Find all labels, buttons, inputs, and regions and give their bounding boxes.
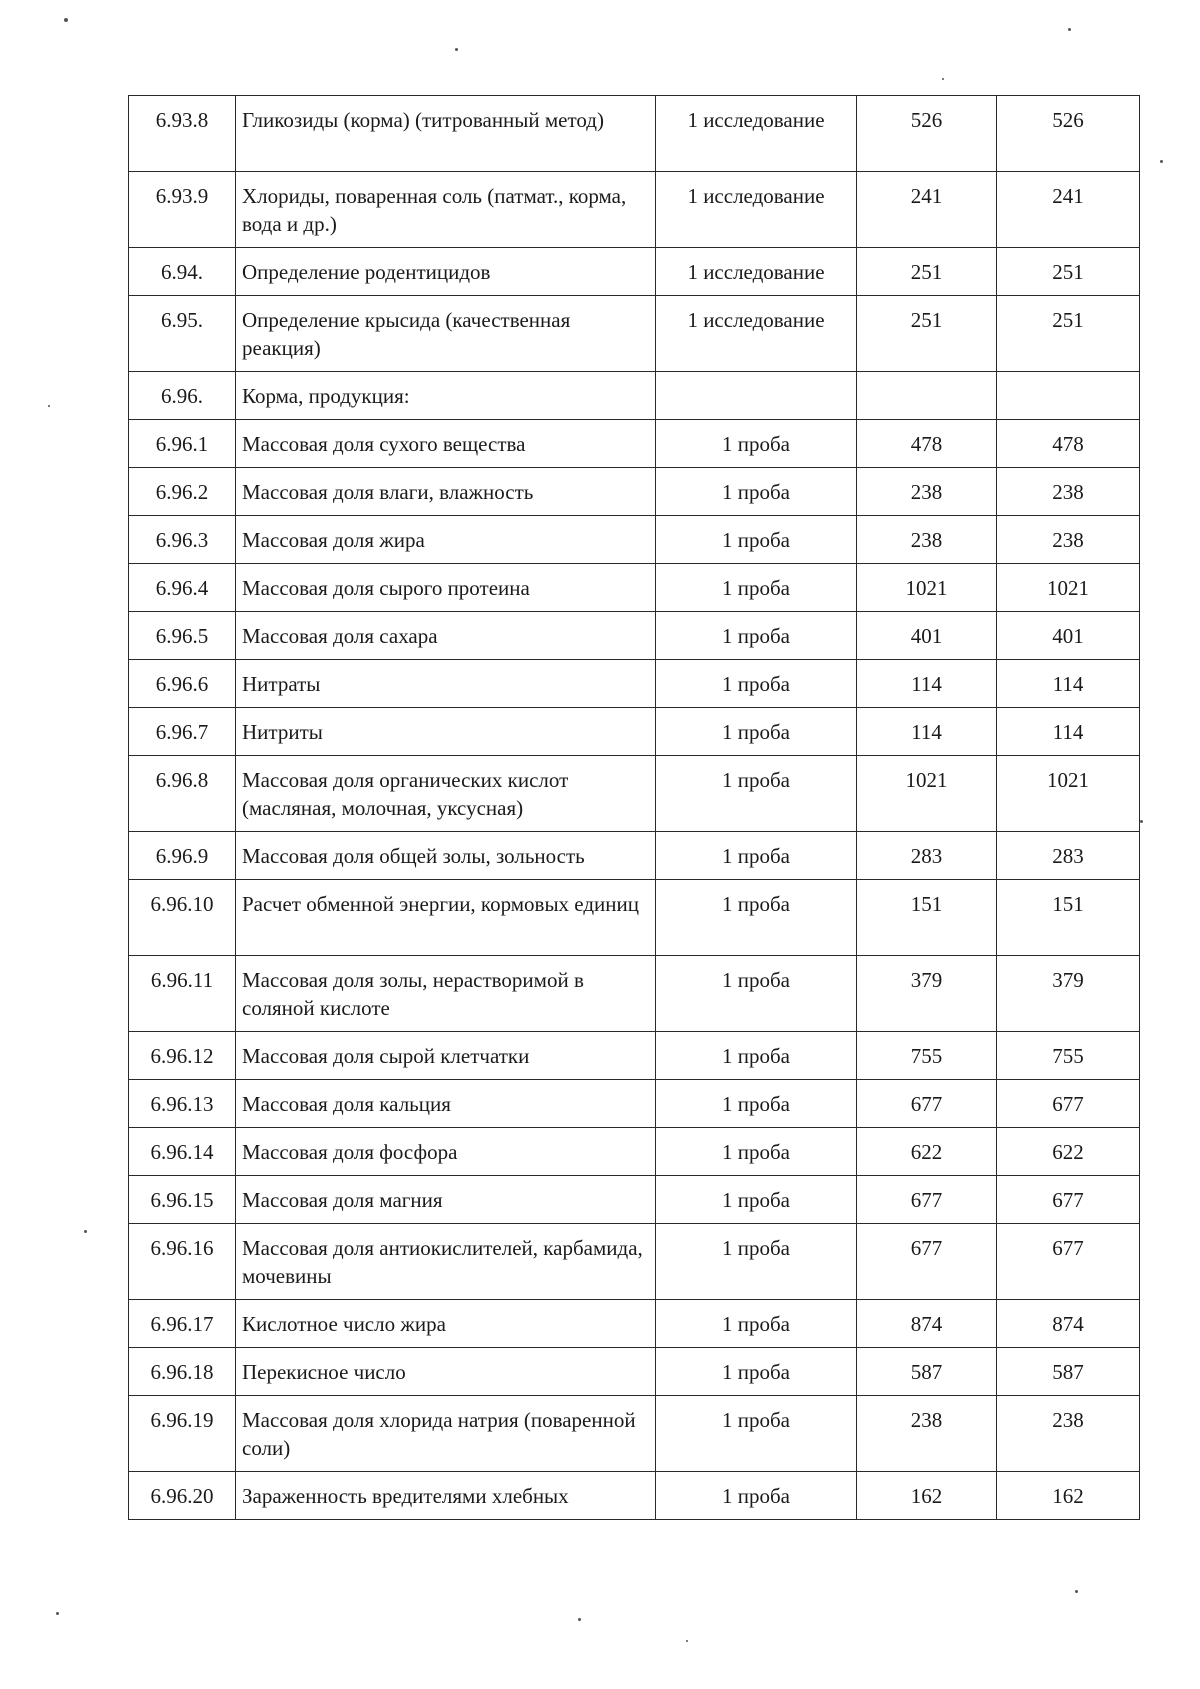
table-row: [129, 708, 1140, 756]
scan-speck: [1160, 160, 1163, 163]
unit-of-measure: 1 проба: [656, 956, 857, 1032]
price-value: 677: [857, 1176, 997, 1224]
table-row: [129, 1300, 1140, 1348]
price-value: 162: [857, 1472, 997, 1520]
unit-of-measure: 1 проба: [656, 612, 857, 660]
unit-of-measure: 1 проба: [656, 1176, 857, 1224]
table-row: [129, 1080, 1140, 1128]
scan-speck: [1075, 1590, 1078, 1593]
unit-of-measure: 1 проба: [656, 420, 857, 468]
price-with-tax-value: 478: [997, 420, 1140, 468]
unit-of-measure: 1 проба: [656, 564, 857, 612]
row-number: 6.96.19: [129, 1396, 236, 1472]
unit-of-measure: 1 проба: [656, 660, 857, 708]
price-value: 251: [857, 248, 997, 296]
unit-of-measure: 1 проба: [656, 832, 857, 880]
price-value: 251: [857, 296, 997, 372]
price-value: 1021: [857, 564, 997, 612]
service-name: Массовая доля кальция: [236, 1080, 656, 1128]
row-number: 6.94.: [129, 248, 236, 296]
row-number: 6.96.18: [129, 1348, 236, 1396]
price-with-tax-value: 241: [997, 172, 1140, 248]
price-value: 587: [857, 1348, 997, 1396]
price-with-tax-value: 251: [997, 296, 1140, 372]
table-row: [129, 564, 1140, 612]
service-name: Массовая доля сахара: [236, 612, 656, 660]
row-number: 6.96.3: [129, 516, 236, 564]
row-number: 6.96.15: [129, 1176, 236, 1224]
row-number: 6.93.8: [129, 96, 236, 172]
price-value: 401: [857, 612, 997, 660]
table-row: [129, 248, 1140, 296]
service-name: Массовая доля сырой клетчатки: [236, 1032, 656, 1080]
price-value: 677: [857, 1224, 997, 1300]
unit-of-measure: 1 исследование: [656, 96, 857, 172]
service-name: Массовая доля магния: [236, 1176, 656, 1224]
price-value: 755: [857, 1032, 997, 1080]
scan-speck: [84, 1230, 87, 1233]
service-name: Массовая доля влаги, влажность: [236, 468, 656, 516]
price-value: 151: [857, 880, 997, 956]
service-name: Нитраты: [236, 660, 656, 708]
price-table: [128, 95, 1140, 1520]
price-value: 238: [857, 1396, 997, 1472]
table-row: [129, 1224, 1140, 1300]
scan-speck: [1140, 820, 1143, 823]
service-name: Массовая доля органических кислот (масляная, молочная, уксусная): [236, 756, 656, 832]
table-row: [129, 296, 1140, 372]
price-value: 238: [857, 468, 997, 516]
row-number: 6.95.: [129, 296, 236, 372]
table-row: [129, 612, 1140, 660]
table-row: [129, 756, 1140, 832]
price-value: 114: [857, 708, 997, 756]
unit-of-measure: 1 проба: [656, 1396, 857, 1472]
price-with-tax-value: 238: [997, 516, 1140, 564]
scan-speck: [64, 18, 68, 22]
price-with-tax-value: 755: [997, 1032, 1140, 1080]
table-row: [129, 516, 1140, 564]
service-name: Массовая доля антиокислителей, карбамида, мочевины: [236, 1224, 656, 1300]
table-row: [129, 1348, 1140, 1396]
service-name: Расчет обменной энергии, кормовых единиц: [236, 880, 656, 956]
service-name: Хлориды, поваренная соль (патмат., корма, вода и др.): [236, 172, 656, 248]
scan-speck: [455, 48, 458, 51]
unit-of-measure: 1 проба: [656, 1128, 857, 1176]
unit-of-measure: 1 проба: [656, 1300, 857, 1348]
service-name: Определение крысида (качественная реакция): [236, 296, 656, 372]
unit-of-measure: 1 проба: [656, 1080, 857, 1128]
price-with-tax-value: 526: [997, 96, 1140, 172]
scan-speck: [48, 405, 50, 407]
service-name: Корма, продукция:: [236, 372, 656, 420]
row-number: 6.96.13: [129, 1080, 236, 1128]
price-with-tax-value: 1021: [997, 756, 1140, 832]
price-value: 114: [857, 660, 997, 708]
price-with-tax-value: 1021: [997, 564, 1140, 612]
unit-of-measure: [656, 372, 857, 420]
price-value: 1021: [857, 756, 997, 832]
scan-speck: [942, 78, 944, 80]
row-number: 6.96.17: [129, 1300, 236, 1348]
unit-of-measure: 1 исследование: [656, 172, 857, 248]
service-name: Массовая доля сырого протеина: [236, 564, 656, 612]
unit-of-measure: 1 проба: [656, 708, 857, 756]
price-value: 874: [857, 1300, 997, 1348]
unit-of-measure: 1 проба: [656, 1472, 857, 1520]
row-number: 6.96.20: [129, 1472, 236, 1520]
table-row: [129, 372, 1140, 420]
service-name: Массовая доля жира: [236, 516, 656, 564]
table-row: [129, 96, 1140, 172]
price-with-tax-value: [997, 372, 1140, 420]
price-value: 283: [857, 832, 997, 880]
service-name: Гликозиды (корма) (титрованный метод): [236, 96, 656, 172]
row-number: 6.96.: [129, 372, 236, 420]
row-number: 6.96.14: [129, 1128, 236, 1176]
price-with-tax-value: 238: [997, 468, 1140, 516]
table-row: [129, 660, 1140, 708]
row-number: 6.96.12: [129, 1032, 236, 1080]
table-row: [129, 1128, 1140, 1176]
row-number: 6.96.11: [129, 956, 236, 1032]
price-value: 526: [857, 96, 997, 172]
table-row: [129, 832, 1140, 880]
price-with-tax-value: 114: [997, 660, 1140, 708]
row-number: 6.96.2: [129, 468, 236, 516]
price-with-tax-value: 251: [997, 248, 1140, 296]
row-number: 6.96.4: [129, 564, 236, 612]
price-with-tax-value: 677: [997, 1224, 1140, 1300]
table-row: [129, 956, 1140, 1032]
price-with-tax-value: 587: [997, 1348, 1140, 1396]
row-number: 6.96.5: [129, 612, 236, 660]
price-with-tax-value: 401: [997, 612, 1140, 660]
service-name: Массовая доля общей золы, зольность: [236, 832, 656, 880]
table-row: [129, 1396, 1140, 1472]
unit-of-measure: 1 проба: [656, 468, 857, 516]
table-row: [129, 880, 1140, 956]
table-row: [129, 1032, 1140, 1080]
service-name: Зараженность вредителями хлебных: [236, 1472, 656, 1520]
row-number: 6.96.1: [129, 420, 236, 468]
table-row: [129, 1472, 1140, 1520]
unit-of-measure: 1 исследование: [656, 296, 857, 372]
row-number: 6.93.9: [129, 172, 236, 248]
service-name: Массовая доля золы, нерастворимой в соляной кислоте: [236, 956, 656, 1032]
price-with-tax-value: 283: [997, 832, 1140, 880]
scan-speck: [578, 1618, 581, 1621]
unit-of-measure: 1 проба: [656, 516, 857, 564]
table-row: [129, 420, 1140, 468]
price-with-tax-value: 114: [997, 708, 1140, 756]
unit-of-measure: 1 проба: [656, 756, 857, 832]
row-number: 6.96.16: [129, 1224, 236, 1300]
unit-of-measure: 1 проба: [656, 880, 857, 956]
price-with-tax-value: 151: [997, 880, 1140, 956]
table-body: [129, 96, 1140, 1520]
price-value: 622: [857, 1128, 997, 1176]
price-value: [857, 372, 997, 420]
row-number: 6.96.7: [129, 708, 236, 756]
service-name: Массовая доля фосфора: [236, 1128, 656, 1176]
unit-of-measure: 1 проба: [656, 1224, 857, 1300]
row-number: 6.96.9: [129, 832, 236, 880]
price-with-tax-value: 379: [997, 956, 1140, 1032]
scan-speck: [1068, 28, 1071, 31]
unit-of-measure: 1 проба: [656, 1032, 857, 1080]
price-with-tax-value: 874: [997, 1300, 1140, 1348]
price-value: 478: [857, 420, 997, 468]
price-value: 677: [857, 1080, 997, 1128]
row-number: 6.96.6: [129, 660, 236, 708]
scan-speck: [56, 1612, 59, 1615]
price-value: 241: [857, 172, 997, 248]
price-with-tax-value: 677: [997, 1080, 1140, 1128]
unit-of-measure: 1 проба: [656, 1348, 857, 1396]
price-value: 379: [857, 956, 997, 1032]
price-with-tax-value: 238: [997, 1396, 1140, 1472]
service-name: Массовая доля хлорида натрия (поваренной соли): [236, 1396, 656, 1472]
price-with-tax-value: 622: [997, 1128, 1140, 1176]
service-name: Нитриты: [236, 708, 656, 756]
price-value: 238: [857, 516, 997, 564]
table-row: [129, 1176, 1140, 1224]
price-with-tax-value: 162: [997, 1472, 1140, 1520]
service-name: Перекисное число: [236, 1348, 656, 1396]
price-with-tax-value: 677: [997, 1176, 1140, 1224]
service-name: Определение родентицидов: [236, 248, 656, 296]
row-number: 6.96.8: [129, 756, 236, 832]
unit-of-measure: 1 исследование: [656, 248, 857, 296]
service-name: Массовая доля сухого вещества: [236, 420, 656, 468]
row-number: 6.96.10: [129, 880, 236, 956]
table-row: [129, 172, 1140, 248]
scan-speck: [686, 1640, 688, 1642]
service-name: Кислотное число жира: [236, 1300, 656, 1348]
table-row: [129, 468, 1140, 516]
